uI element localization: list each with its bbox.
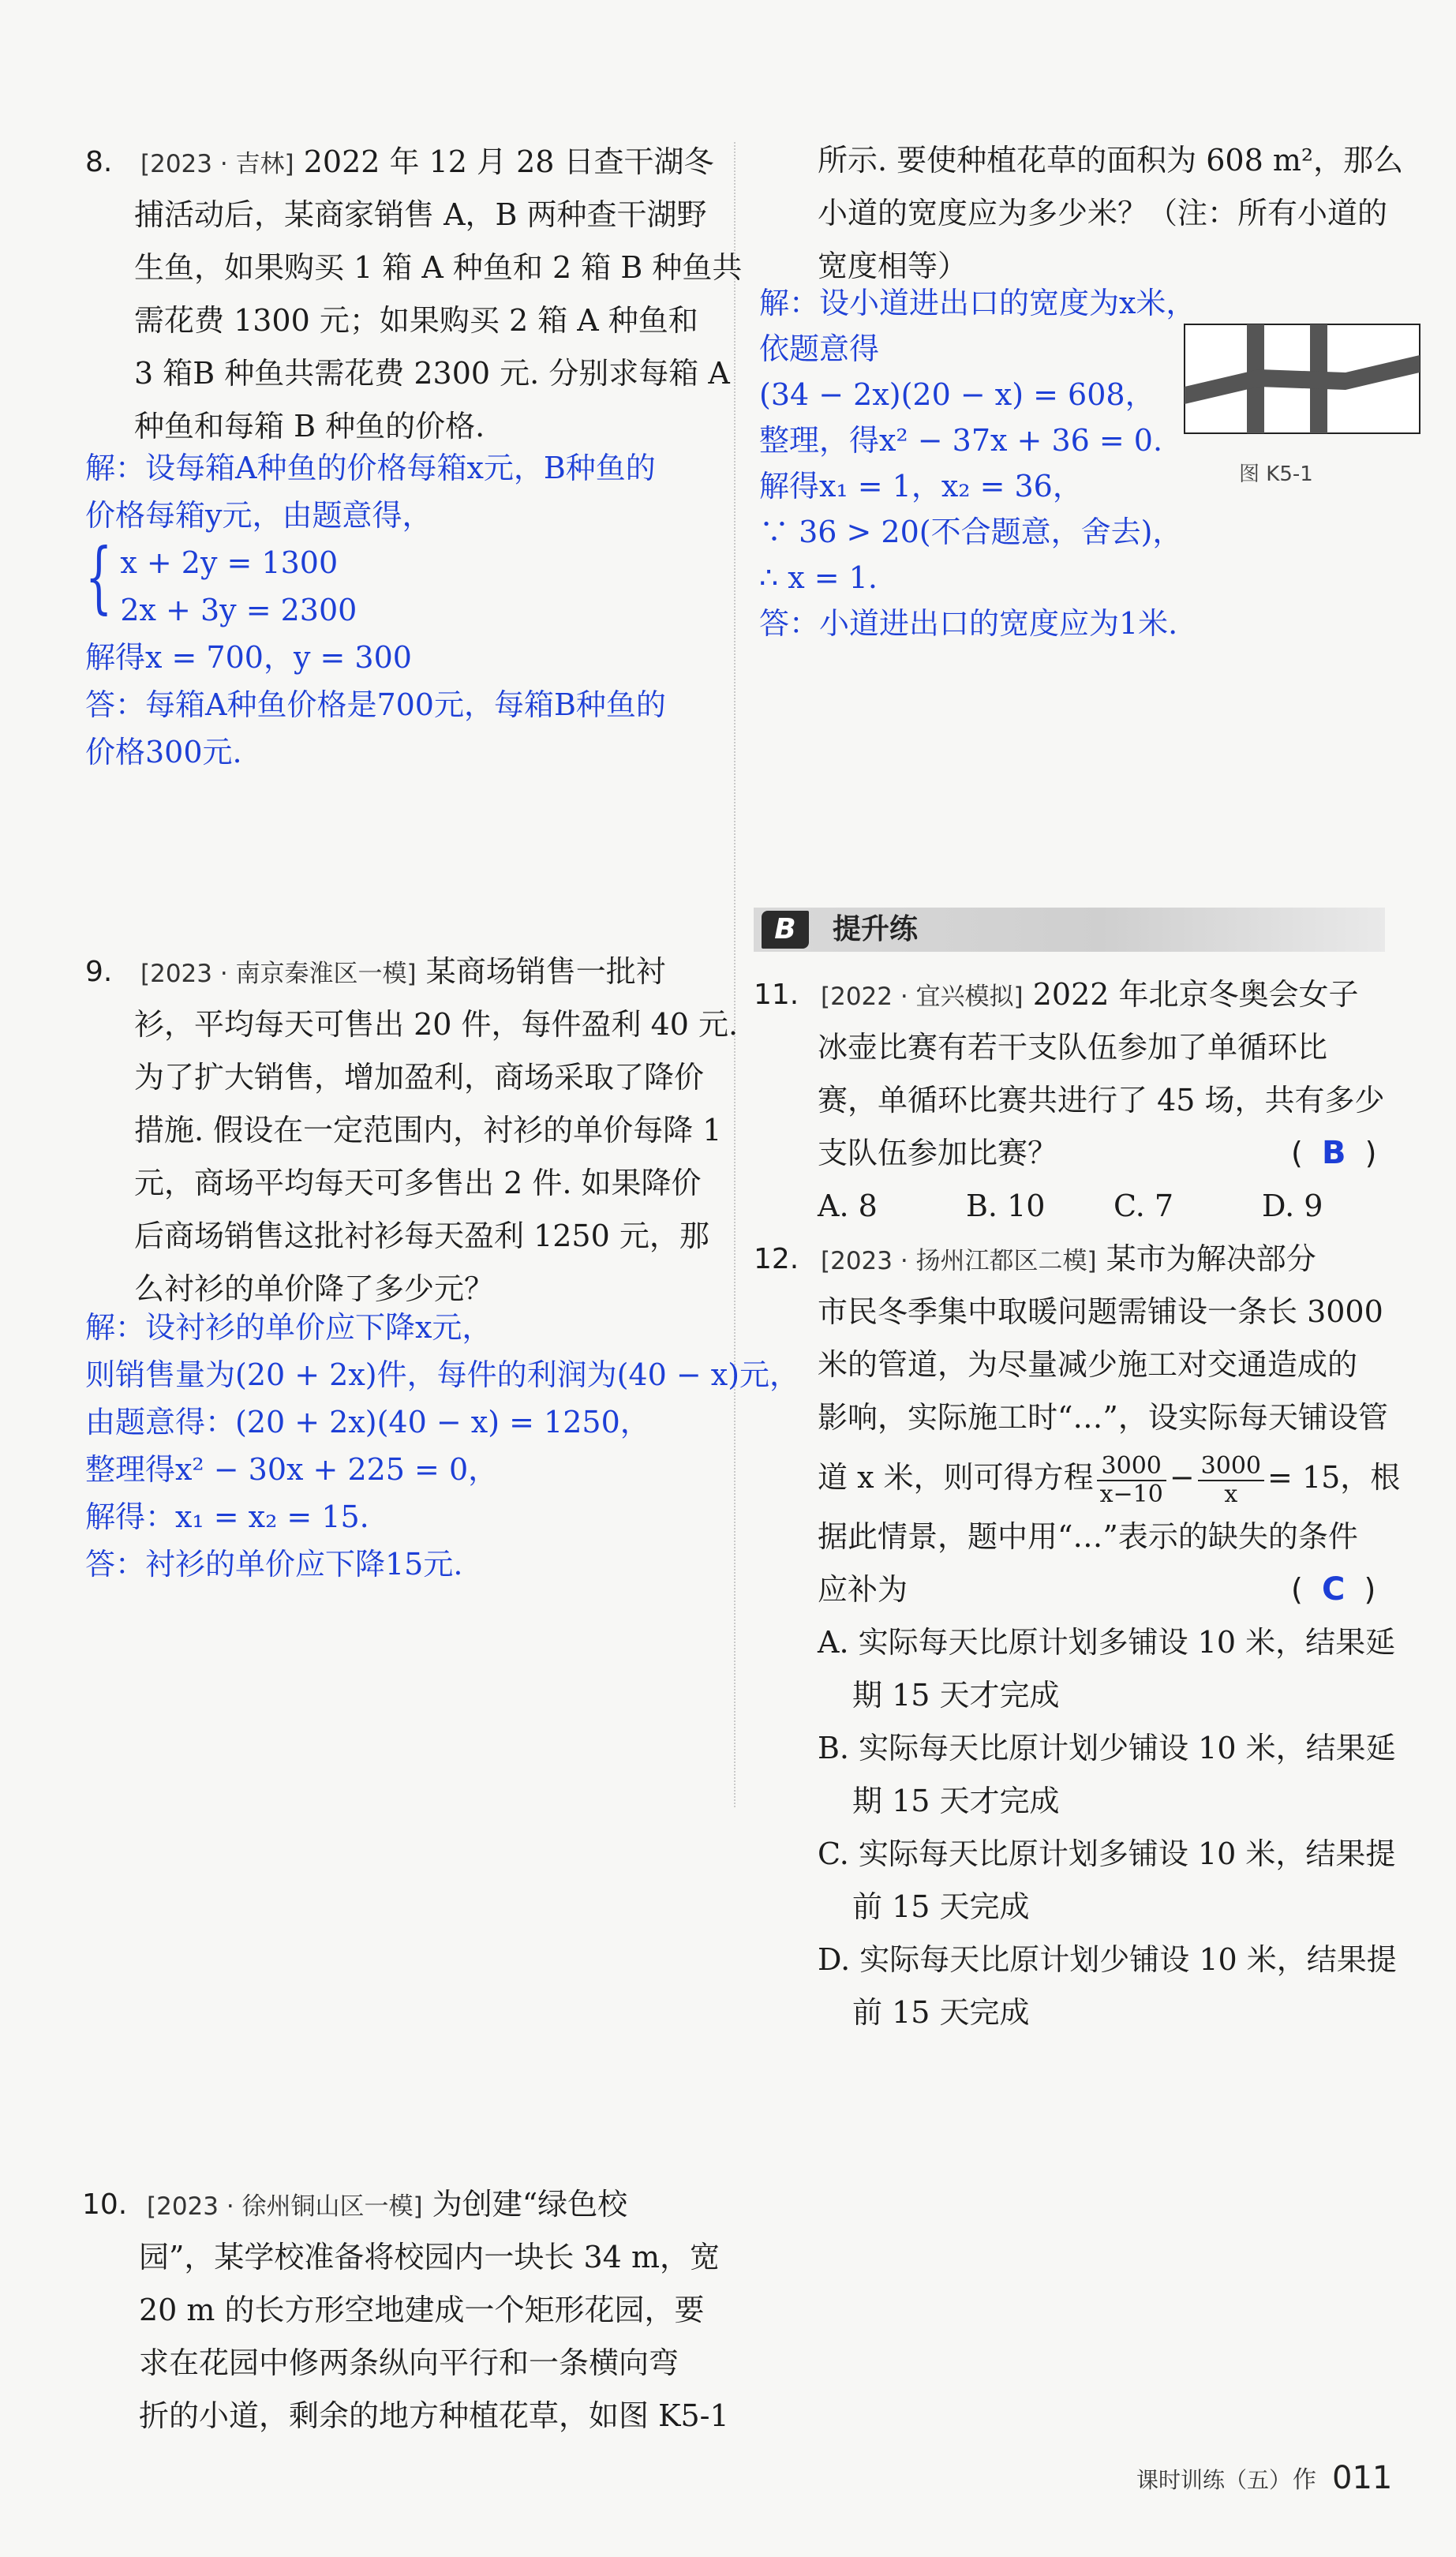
question-number: 11. (754, 979, 799, 1011)
answer-line: 答：小道进出口的宽度应为1米. (759, 606, 1178, 641)
numerator: 3000 (1097, 1453, 1166, 1481)
answer-choice: B (1321, 1135, 1346, 1171)
answer-line: 答：衬衫的单价应下降15元. (85, 1547, 463, 1582)
answer-line: 解得x = 700，y = 300 (85, 640, 412, 675)
denominator: x−10 (1099, 1480, 1163, 1508)
question-number: 8. (85, 146, 113, 178)
question-text-line: 元，商场平均每天可多售出 2 件. 如果降价 (134, 1166, 702, 1200)
answer-line: 解：设衬衫的单价应下降x元， (85, 1310, 492, 1345)
question-source: [2023 · 南京秦淮区一模] (140, 960, 417, 988)
equation-prefix: 道 x 米，则可得方程 (818, 1460, 1094, 1495)
question-text-line: 2022 年 12 月 28 日查干湖冬 (294, 144, 714, 179)
system-brace: { (85, 533, 113, 623)
question-source: [2023 · 扬州江都区二模] (821, 1247, 1097, 1275)
option-d-line2: 前 15 天完成 (852, 1995, 1030, 2030)
answer-line: 整理得x² − 30x + 225 = 0， (85, 1452, 499, 1487)
question-text-line: 么衬衫的单价降了多少元？ (134, 1271, 495, 1306)
footer-prefix: 作 (1293, 2466, 1316, 2494)
answer-choice: C (1321, 1571, 1346, 1608)
section-badge: B (762, 911, 809, 949)
question-text-line: 冰壶比赛有若干支队伍参加了单循环比 (818, 1030, 1328, 1065)
option-d-line1: D. 实际每天比原计划少铺设 10 米，结果提 (818, 1942, 1397, 1977)
question-text-line: 2022 年北京冬奥会女子 (1023, 977, 1359, 1012)
answer-q8 (85, 444, 666, 776)
page-number: 011 (1332, 2460, 1393, 2496)
fraction (1198, 1453, 1264, 1508)
option-c: C. 7 (1114, 1189, 1174, 1223)
answer-line: 依题意得 (759, 331, 880, 366)
question-text-line: 园”，某学校准备将校园内一块长 34 m，宽 (139, 2240, 720, 2274)
answer-line: 答：每箱A种鱼价格是700元，每箱B种鱼的 (85, 687, 666, 722)
minus-sign: − (1169, 1460, 1195, 1495)
answer-line: 价格每箱y元，由题意得， (85, 498, 432, 533)
answer-q9 (85, 1304, 799, 1588)
footer-label: 课时训练（五） (1136, 2467, 1292, 2493)
question-text-line: 生鱼，如果购买 1 箱 A 种鱼和 2 箱 B 种鱼共 (134, 250, 743, 285)
question-text-line: 应补为 (818, 1572, 908, 1607)
option-d: D. 9 (1262, 1189, 1323, 1223)
question-source: [2023 · 吉林] (140, 150, 294, 178)
answer-line: 解得：x₁ = x₂ = 15. (85, 1499, 369, 1534)
denominator: x (1224, 1480, 1238, 1508)
answer-line: (34 − 2x)(20 − x) = 608， (759, 377, 1155, 412)
question-text-line: 市民冬季集中取暖问题需铺设一条长 3000 (818, 1294, 1383, 1329)
question-text-line: 支队伍参加比赛？ (818, 1136, 1058, 1170)
option-b: B. 10 (966, 1189, 1046, 1223)
answer-line: ∴ x = 1. (759, 560, 878, 595)
question-number: 9. (85, 956, 113, 988)
question-text-line: 所示. 要使种植花草的面积为 608 m²，那么 (818, 143, 1404, 178)
option-c-line1: C. 实际每天比原计划多铺设 10 米，结果提 (818, 1836, 1396, 1871)
option-a: A. 8 (818, 1189, 878, 1223)
question-number: 12. (754, 1243, 799, 1275)
equation-suffix: = 15，根 (1267, 1460, 1401, 1495)
question-text-line: 为了扩大销售，增加盈利，商场采取了降价 (134, 1060, 705, 1095)
question-text-line: 捕活动后，某商家销售 A，B 两种查干湖野 (134, 197, 707, 232)
answer-bracket: ( B ) (1291, 1135, 1377, 1171)
answer-line: 解：设小道进出口的宽度为x米， (759, 286, 1196, 320)
question-text-line: 3 箱B 种鱼共需花费 2300 元. 分别求每箱 A (134, 356, 730, 391)
answer-line: 价格300元. (85, 735, 242, 769)
section-header (754, 908, 1385, 952)
equation: 2x + 3y = 2300 (120, 593, 357, 627)
question-text-line: 宽度相等） (818, 249, 968, 283)
option-a-line2: 期 15 天才完成 (852, 1678, 1060, 1713)
answer-line: 整理，得x² − 37x + 36 = 0. (759, 423, 1163, 458)
question-text-line: 小道的宽度应为多少米？（注：所有小道的 (818, 196, 1388, 230)
answer-line: 解：设每箱A种鱼的价格每箱x元，B种鱼的 (85, 451, 656, 485)
question-text-line: 20 m 的长方形空地建成一个矩形花园，要 (139, 2293, 705, 2327)
question-text-line: 据此情景，题中用“…”表示的缺失的条件 (818, 1519, 1358, 1554)
question-text-line: 赛，单循环比赛共进行了 45 场，共有多少 (818, 1083, 1385, 1118)
answer-line: 由题意得：(20 + 2x)(40 − x) = 1250， (85, 1405, 650, 1439)
question-text-line: 折的小道，剩余的地方种植花草，如图 K5-1 (139, 2398, 729, 2433)
fraction (1097, 1453, 1166, 1508)
answer-q10 (759, 280, 1196, 646)
question-source: [2023 · 徐州铜山区一模] (147, 2192, 423, 2221)
question-text-line: 米的管道，为尽量减少施工对交通造成的 (818, 1347, 1358, 1382)
numerator: 3000 (1198, 1453, 1264, 1481)
answer-line: 解得x₁ = 1，x₂ = 36， (759, 469, 1083, 504)
question-text-line: 求在花园中修两条纵向平行和一条横向弯 (139, 2345, 679, 2380)
question-text-line: 种鱼和每箱 B 种鱼的价格. (134, 409, 485, 444)
answer-line: ∵ 36 > 20(不合题意，舍去)， (759, 515, 1183, 549)
question-text-line: 衫，平均每天可售出 20 件，每件盈利 40 元. (134, 1007, 739, 1042)
answer-line: 则销售量为(20 + 2x)件，每件的利润为(40 − x)元， (85, 1357, 800, 1392)
equation: x + 2y = 1300 (120, 545, 339, 580)
option-b-line1: B. 实际每天比原计划少铺设 10 米，结果延 (818, 1731, 1396, 1765)
question-number: 10. (82, 2188, 128, 2221)
question-text-line: 某市为解决部分 (1096, 1241, 1316, 1276)
question-source: [2022 · 宜兴模拟] (821, 983, 1024, 1011)
option-b-line2: 期 15 天才完成 (852, 1784, 1060, 1818)
question-text-line: 某商场销售一批衬 (416, 954, 666, 989)
garden-path-diagram (1184, 324, 1420, 434)
figure-caption: 图 K5-1 (1239, 462, 1313, 486)
question-text-line: 影响，实际施工时“…”，设实际每天铺设管 (818, 1400, 1388, 1435)
question-text-line: 需花费 1300 元；如果购买 2 箱 A 种鱼和 (134, 303, 698, 338)
option-c-line2: 前 15 天完成 (852, 1889, 1030, 1924)
question-text-line: 措施. 假设在一定范围内，衬衫的单价每降 1 (134, 1113, 722, 1147)
answer-bracket: ( C ) (1291, 1571, 1376, 1608)
option-a-line1: A. 实际每天比原计划多铺设 10 米，结果延 (818, 1625, 1396, 1660)
section-title: 提升练 (833, 913, 919, 945)
question-text-line: 为创建“绿色校 (422, 2187, 628, 2222)
question-text-line: 后商场销售这批衬衫每天盈利 1250 元，那 (134, 1219, 709, 1253)
